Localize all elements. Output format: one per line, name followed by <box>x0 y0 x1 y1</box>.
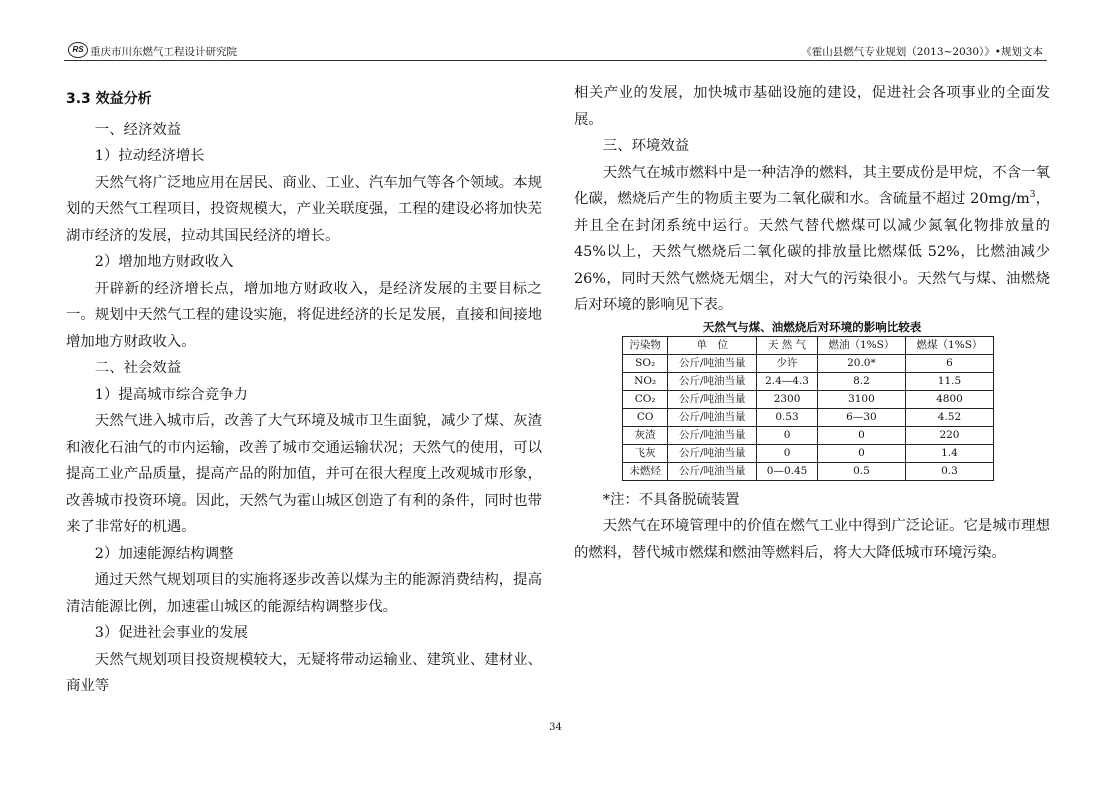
left-column <box>66 80 542 700</box>
table-cell: 公斤/吨油当量 <box>668 354 757 372</box>
rs-logo-icon: RS <box>68 42 88 58</box>
table-cell: 6 <box>905 354 993 372</box>
table-row <box>623 462 994 480</box>
table-cell: 公斤/吨油当量 <box>668 408 757 426</box>
table-cell: 0—0.45 <box>757 462 818 480</box>
table-caption: 天然气与煤、油燃烧后对环境的影响比较表 <box>702 321 922 334</box>
table-cell: 灰渣 <box>623 426 668 444</box>
table-cell: 未燃烃 <box>623 462 668 480</box>
table-cell: 公斤/吨油当量 <box>668 462 757 480</box>
right-column <box>574 80 1050 566</box>
paragraph-continued: 相关产业的发展，加快城市基础设施的建设，促进社会各项事业的全面发展。 <box>574 85 1050 128</box>
table-header-cell: 单 位 <box>668 336 757 354</box>
paragraph-social-development: 天然气规划项目投资规模较大，无疑将带动运输业、建筑业、建材业、商业等 <box>66 651 542 694</box>
table-cell: 11.5 <box>905 372 993 390</box>
table-row <box>623 372 994 390</box>
heading-environment: 三、环境效益 <box>602 138 690 154</box>
table-row <box>623 390 994 408</box>
superscript-3: 3 <box>1029 190 1036 201</box>
env-text-part1: 天然气在城市燃料中是一种洁净的燃料，其主要成份是甲烷，不含一氧化碳，燃烧后产生的物质主要为二氧化碳和水。含硫量不超过 20mg/m <box>574 164 1050 207</box>
table-header-row <box>623 336 994 354</box>
table-row <box>623 426 994 444</box>
subheading-social-development: 3）促进社会事业的发展 <box>94 625 248 641</box>
paragraph-competitiveness: 天然气进入城市后，改善了大气环境及城市卫生面貌，减少了煤、灰渣和液化石油气的市内运输，改善了城市交通运输状况；天然气的使用，可以提高工业产品质量，提高产品的附加值，并可在很大程度上改观城市形象，改善城市投资环境。因此，天然气为霍山城区创造了有利的条件，同时也带来了非常好的机遇。 <box>66 413 542 535</box>
table-cell: 2300 <box>757 390 818 408</box>
subheading-competitiveness: 1）提高城市综合竞争力 <box>94 386 248 403</box>
table-cell: SO₂ <box>623 354 668 372</box>
table-cell: 1.4 <box>905 444 993 462</box>
subheading-economic-growth: 1）拉动经济增长 <box>94 148 205 164</box>
section-title: 3.3 效益分析 <box>66 91 152 107</box>
table-header-cell: 天 然 气 <box>757 336 818 354</box>
table-cell: 2.4—4.3 <box>757 372 818 390</box>
table-cell: 少许 <box>757 354 818 372</box>
table-cell: 6—30 <box>817 408 905 426</box>
table-cell: 公斤/吨油当量 <box>668 372 757 390</box>
table-cell: 4800 <box>905 390 993 408</box>
table-row <box>623 354 994 372</box>
table-cell: 0 <box>757 426 818 444</box>
header-org-name: 重庆市川东燃气工程设计研究院 <box>90 46 237 58</box>
table-cell: 飞灰 <box>623 444 668 462</box>
table-cell: CO₂ <box>623 390 668 408</box>
table-cell: 0 <box>757 444 818 462</box>
table-cell: NO₂ <box>623 372 668 390</box>
header-doc-title: 《霍山县燃气专业规划（2013~2030）》•规划文本 <box>801 46 1043 58</box>
table-cell: 220 <box>905 426 993 444</box>
table-cell: 4.52 <box>905 408 993 426</box>
page-number: 34 <box>549 722 562 733</box>
heading-social: 二、社会效益 <box>94 360 182 376</box>
table-cell: 3100 <box>817 390 905 408</box>
table-cell: 0 <box>817 426 905 444</box>
subheading-fiscal-revenue: 2）增加地方财政收入 <box>94 254 234 270</box>
paragraph-energy-structure: 通过天然气规划项目的实施将逐步改善以煤为主的能源消费结构，提高清洁能源比例，加速霍山城区的能源结构调整步伐。 <box>66 572 542 615</box>
table-cell: 公斤/吨油当量 <box>668 444 757 462</box>
table-cell: 0.3 <box>905 462 993 480</box>
table-header-cell: 燃煤（1%S） <box>905 336 993 354</box>
table-cell: 0 <box>817 444 905 462</box>
table-cell: CO <box>623 408 668 426</box>
table-cell: 0.53 <box>757 408 818 426</box>
table-note: *注：不具备脱硫装置 <box>602 491 740 508</box>
table-cell: 0.5 <box>817 462 905 480</box>
table-cell: 20.0* <box>817 354 905 372</box>
heading-economic: 一、经济效益 <box>94 121 182 138</box>
comparison-table <box>622 336 994 481</box>
env-text-part2: ，并且全在封闭系统中运行。天然气替代燃煤可以减少氮氧化物排放量的 45%以上，天然气燃烧后二氧化碳的排放量比燃煤低 52%，比燃油减少 26%，同时天然气燃烧无烟尘，对大气的污染很小。天然气与煤、油燃烧后对环境的影响见下表。 <box>574 191 1050 313</box>
table-row <box>623 444 994 462</box>
page-header <box>64 42 1047 61</box>
paragraph-economic-growth: 天然气将广泛地应用在居民、商业、工业、汽车加气等各个领域。本规划的天然气工程项目，投资规模大，产业关联度强，工程的建设必将加快芜湖市经济的发展，拉动其国民经济的增长。 <box>66 174 542 244</box>
subheading-energy-structure: 2）加速能源结构调整 <box>94 545 234 562</box>
table-header-cell: 污染物 <box>623 336 668 354</box>
table-cell: 8.2 <box>817 372 905 390</box>
table-cell: 公斤/吨油当量 <box>668 390 757 408</box>
paragraph-environment-1 <box>574 160 1050 319</box>
paragraph-fiscal-revenue: 开辟新的经济增长点，增加地方财政收入，是经济发展的主要目标之一。规划中天然气工程的建设实施，将促进经济的长足发展，直接和间接地增加地方财政收入。 <box>66 280 542 350</box>
paragraph-environment-2: 天然气在环境管理中的价值在燃气工业中得到广泛论证。它是城市理想的燃料，替代城市燃煤和燃油等燃料后，将大大降低城市环境污染。 <box>574 518 1050 561</box>
table-row <box>623 408 994 426</box>
table-header-cell: 燃油（1%S） <box>817 336 905 354</box>
table-cell: 公斤/吨油当量 <box>668 426 757 444</box>
